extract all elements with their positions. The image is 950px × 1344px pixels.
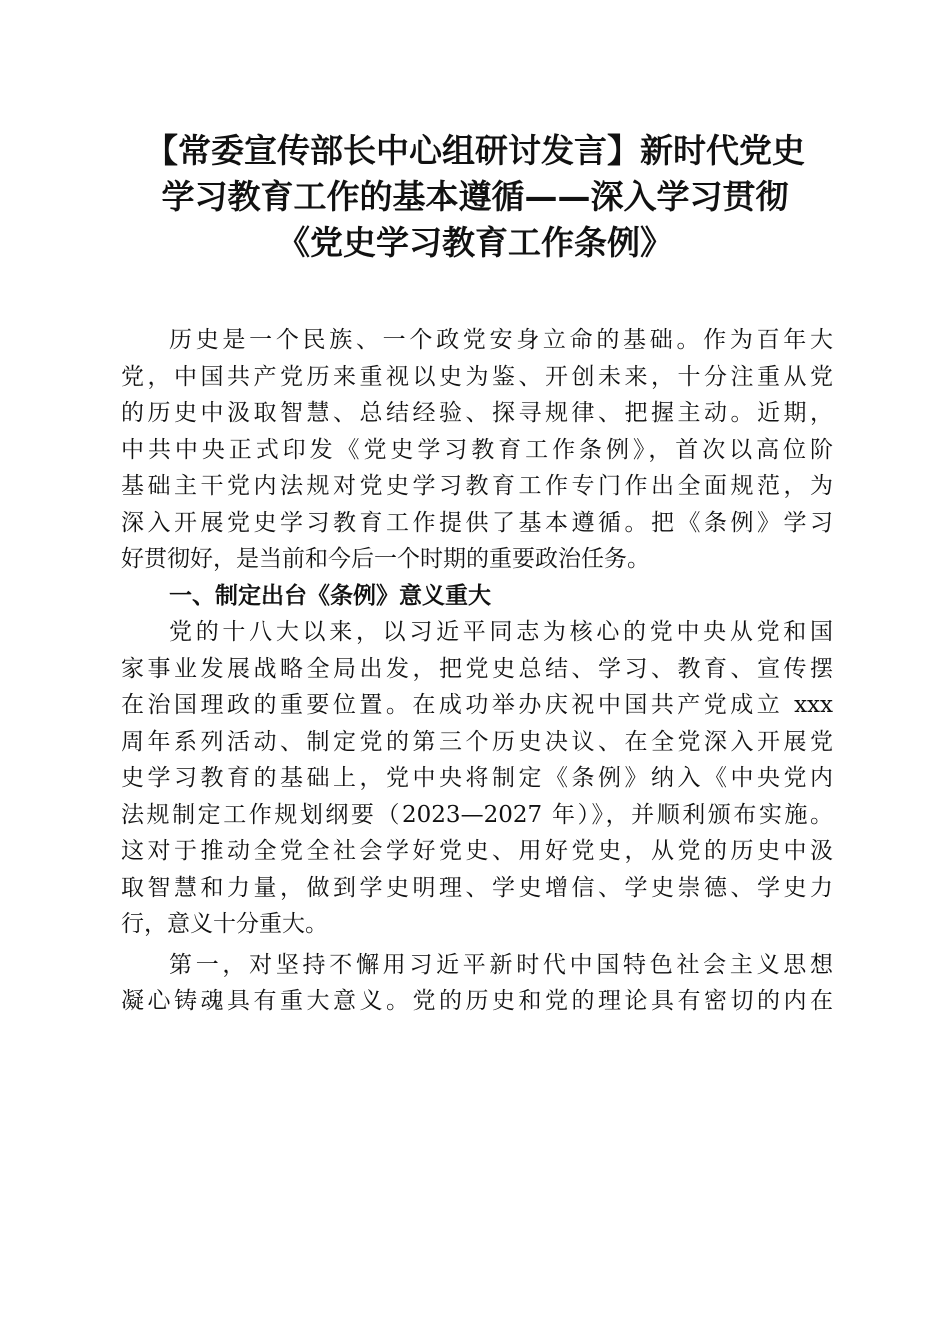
paragraph-intro [121, 322, 833, 578]
document-body [121, 322, 833, 1020]
paragraph-line: 的历史中汲取智慧、总结经验、探寻规律、把握主动。近期， [121, 400, 833, 426]
document-title [100, 128, 850, 266]
paragraph-line: 史学习教育的基础上，党中央将制定《条例》纳入《中央党内 [121, 765, 833, 791]
paragraph-significance [121, 614, 833, 943]
title-line-2: 学习教育工作的基本遵循——深入学习贯彻 [161, 177, 789, 216]
paragraph-line: 在治国理政的重要位置。在成功举办庆祝中国共产党成立 xxx [121, 692, 833, 718]
title-line-3: 《党史学习教育工作条例》 [277, 223, 673, 262]
paragraph-line: 党，中国共产党历来重视以史为鉴、开创未来，十分注重从党 [121, 363, 833, 390]
paragraph-line: 法规制定工作规划纲要（2023—2027 年）》，并顺利颁布实施。 [121, 801, 833, 828]
paragraph-line: 凝心铸魂具有重大意义。党的历史和党的理论具有密切的内在 [121, 988, 833, 1014]
paragraph-line: 第一，对坚持不懈用习近平新时代中国特色社会主义思想 [169, 951, 833, 978]
paragraph-line: 周年系列活动、制定党的第三个历史决议、在全党深入开展党 [121, 728, 833, 755]
paragraph-line: 历史是一个民族、一个政党安身立命的基础。作为百年大 [169, 327, 833, 353]
paragraph-line: 基础主干党内法规对党史学习教育工作专门作出全面规范，为 [121, 473, 833, 499]
paragraph-line: 行，意义十分重大。 [121, 911, 328, 937]
paragraph-line: 这对于推动全党全社会学好党史、用好党史，从党的历史中汲 [121, 838, 833, 864]
title-line-1: 【常委宣传部长中心组研讨发言】新时代党史 [145, 131, 805, 170]
paragraph-line: 深入开展党史学习教育工作提供了基本遵循。把《条例》学习 [121, 509, 833, 536]
section-heading: 一、制定出台《条例》意义重大 [169, 582, 491, 609]
paragraph-line: 党的十八大以来，以习近平同志为核心的党中央从党和国 [169, 619, 833, 645]
paragraph-line: 家事业发展战略全局出发，把党史总结、学习、教育、宣传摆 [121, 655, 833, 682]
paragraph-line: 取智慧和力量，做到学史明理、学史增信、学史崇德、学史力 [121, 874, 833, 901]
paragraph-line: 中共中央正式印发《党史学习教育工作条例》，首次以高位阶 [121, 436, 833, 463]
paragraph-line: 好贯彻好，是当前和今后一个时期的重要政治任务。 [121, 546, 650, 572]
paragraph-first-point [121, 947, 833, 1020]
